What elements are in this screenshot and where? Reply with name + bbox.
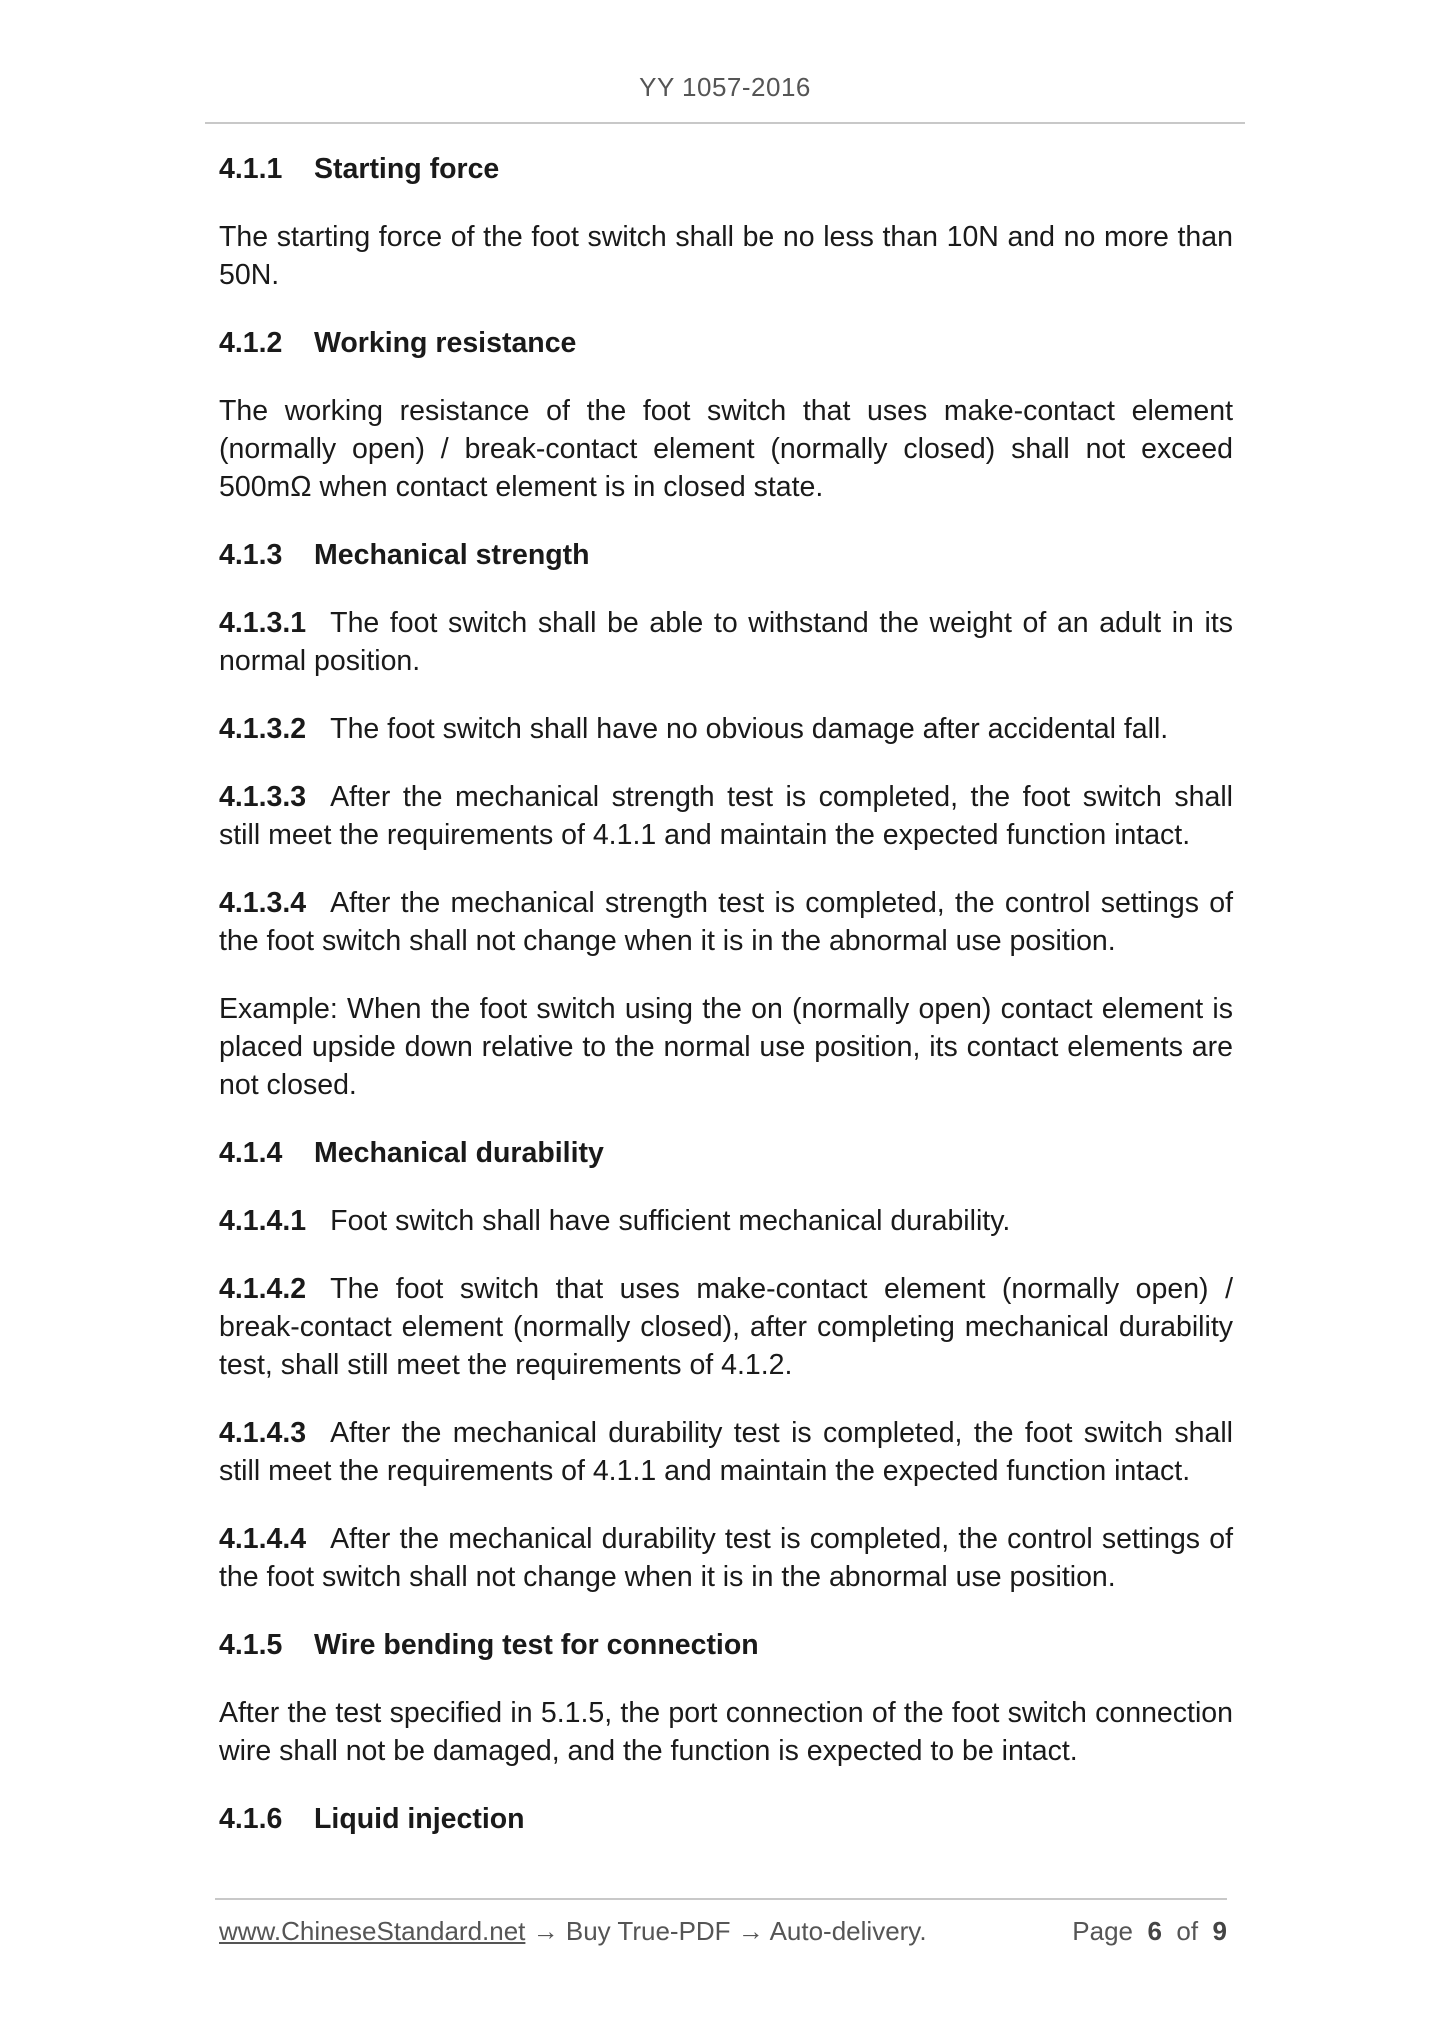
section-title: Wire bending test for connection [314,1629,759,1661]
section-title: Starting force [314,153,500,185]
section-number: 4.1.2 [219,327,283,359]
section-title: Mechanical durability [314,1137,604,1169]
footer-divider [215,1898,1227,1900]
section-heading-4-1-2 [219,324,1233,362]
clause-number: 4.1.4.4 [219,1523,307,1555]
clause-text: The foot switch shall be able to withstand the weight of an adult in its normal position. [219,607,1233,677]
clause-number: 4.1.3.2 [219,713,307,745]
clause-4-1-3-4 [219,884,1233,960]
section-title: Working resistance [314,327,577,359]
document-header: YY 1057-2016 [639,72,811,102]
header-divider [205,122,1245,124]
document-body [219,150,1233,1868]
page-label: Page [1072,1916,1134,1946]
clause-text: Foot switch shall have sufficient mechanical durability. [330,1205,1011,1237]
clause-4-1-3-3 [219,778,1233,854]
clause-4-1-4-2 [219,1270,1233,1384]
page-number: 6 [1147,1916,1162,1946]
clause-number: 4.1.3.4 [219,887,307,919]
section-number: 4.1.3 [219,539,283,571]
section-number: 4.1.4 [219,1137,283,1169]
clause-4-1-4-4 [219,1520,1233,1596]
section-title: Liquid injection [314,1803,525,1835]
example-paragraph: Example: When the foot switch using the on (normally open) contact element is placed upside down relative to the normal use position, its contact elements are not closed. [219,993,1233,1101]
paragraph: After the test specified in 5.1.5, the port connection of the foot switch connection wire shall not be damaged, and the function is expected to be intact. [219,1697,1233,1767]
section-heading-4-1-3 [219,536,1233,574]
clause-text: After the mechanical strength test is completed, the control settings of the foot switch shall not change when it is in the abnormal use position. [219,887,1233,957]
clause-text: After the mechanical durability test is completed, the foot switch shall still meet the requirements of 4.1.1 and maintain the expected function intact. [219,1417,1233,1487]
section-number: 4.1.6 [219,1803,283,1835]
paragraph: The working resistance of the foot switch that uses make-contact element (normally open) / break-contact element (normally closed) shall not exceed 500mΩ when contact element is in closed state. [219,395,1233,503]
clause-number: 4.1.3.1 [219,607,307,639]
of-label: of [1176,1916,1199,1946]
clause-4-1-3-1 [219,604,1233,680]
clause-text: The foot switch shall have no obvious damage after accidental fall. [330,713,1169,745]
section-number: 4.1.5 [219,1629,283,1661]
paragraph: The starting force of the foot switch shall be no less than 10N and no more than 50N. [219,221,1233,291]
section-heading-4-1-5 [219,1626,1233,1664]
clause-number: 4.1.4.3 [219,1417,307,1449]
section-number: 4.1.1 [219,153,283,185]
footer-tagline: → Buy True-PDF → Auto-delivery. [525,1916,927,1946]
clause-text: After the mechanical durability test is completed, the control settings of the foot switch shall not change when it is in the abnormal use position. [219,1523,1233,1593]
page-total: 9 [1212,1916,1227,1946]
clause-4-1-4-3 [219,1414,1233,1490]
section-title: Mechanical strength [314,539,590,571]
page-indicator [1072,1916,1227,1947]
clause-4-1-3-2 [219,710,1233,748]
clause-text: The foot switch that uses make-contact element (normally open) / break-contact element (normally closed), after completing mechanical durability test, shall still meet the requirements of 4.1.2. [219,1273,1233,1381]
website-link[interactable]: www.ChineseStandard.net [219,1916,526,1946]
footer-promo [219,1916,927,1947]
section-heading-4-1-6 [219,1800,1233,1838]
clause-number: 4.1.4.1 [219,1205,307,1237]
clause-number: 4.1.3.3 [219,781,307,813]
clause-4-1-4-1 [219,1202,1233,1240]
section-heading-4-1-1 [219,150,1233,188]
document-footer [219,1916,1227,1947]
clause-number: 4.1.4.2 [219,1273,307,1305]
clause-text: After the mechanical strength test is completed, the foot switch shall still meet the requirements of 4.1.1 and maintain the expected function intact. [219,781,1233,851]
section-heading-4-1-4 [219,1134,1233,1172]
